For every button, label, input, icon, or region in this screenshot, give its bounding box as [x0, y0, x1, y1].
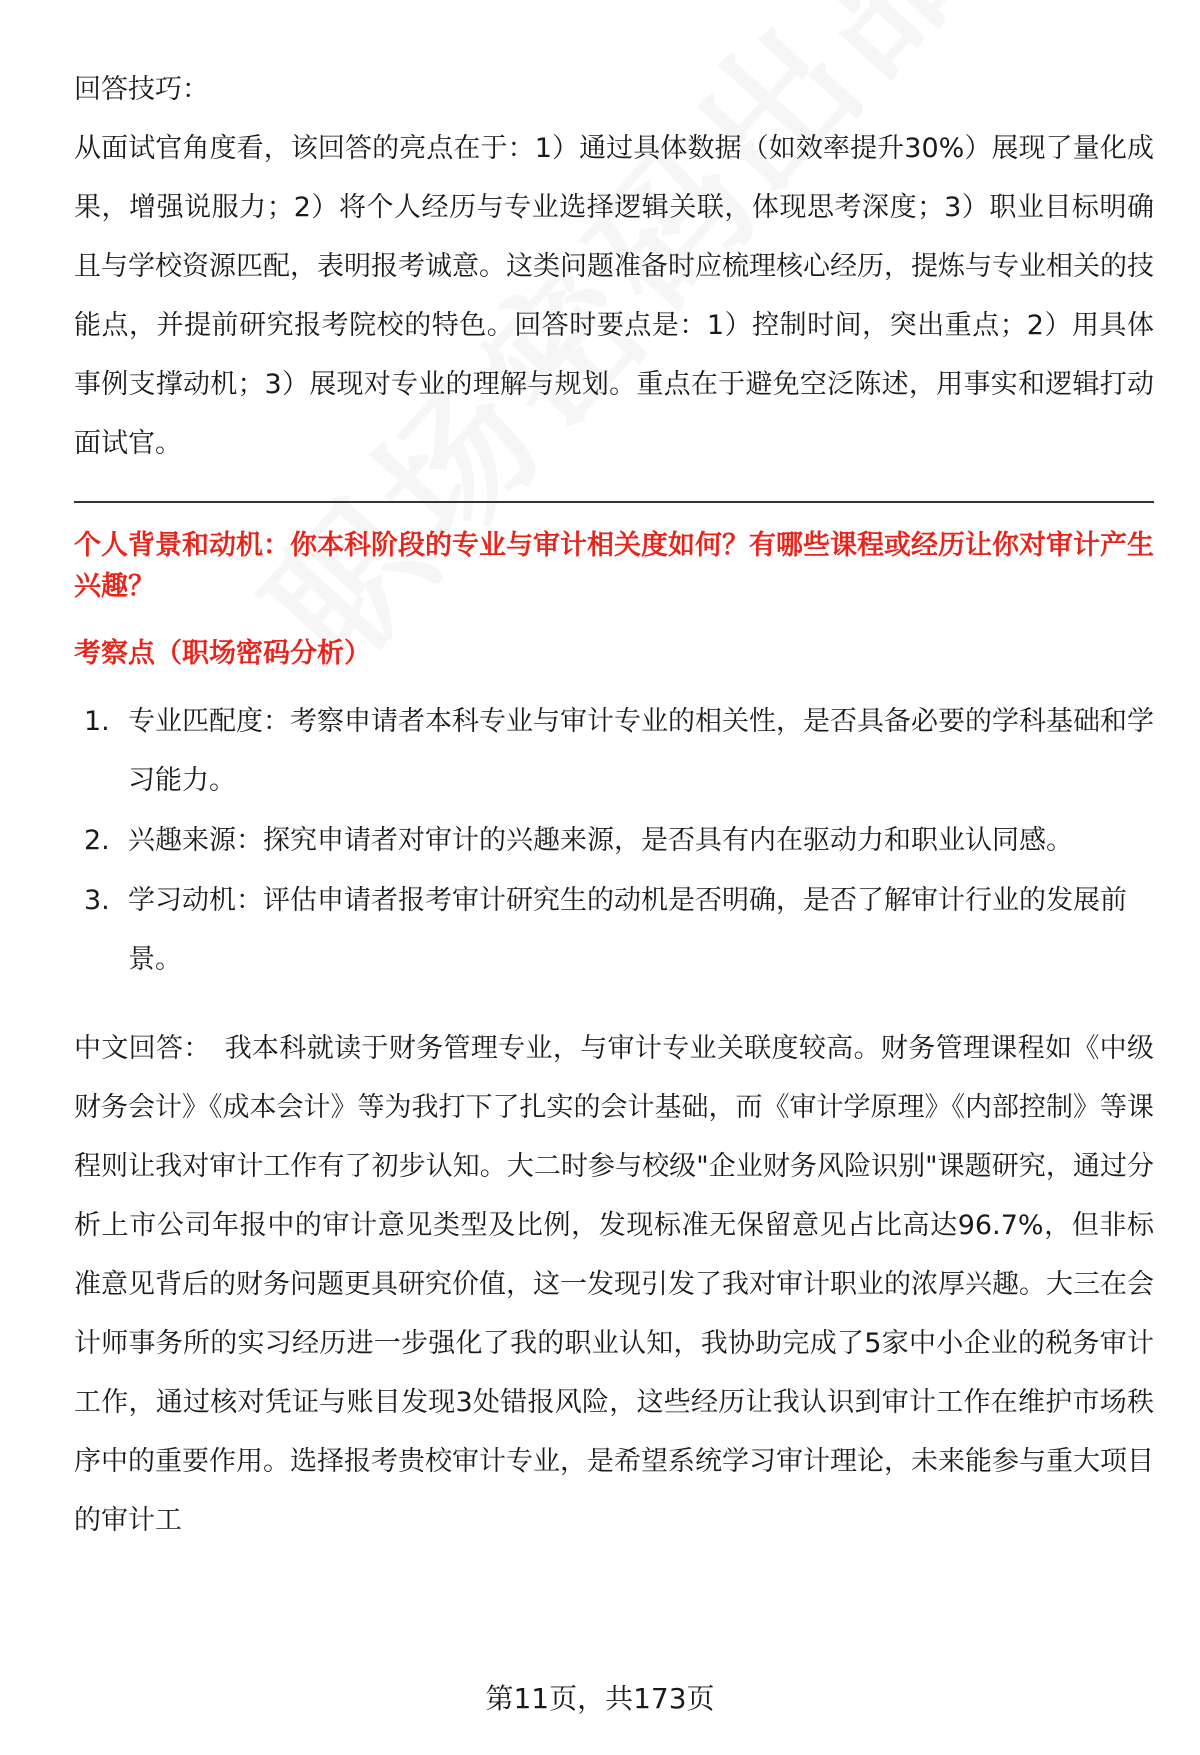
- list-item-number: 1.: [84, 706, 110, 737]
- list-item: [74, 692, 1154, 810]
- list-item: [74, 811, 1154, 870]
- focus-list: [74, 692, 1154, 989]
- tips-text: 从面试官角度看，该回答的亮点在于：1）通过具体数据（如效率提升30%）展现了量化成果，增强说服力；2）将个人经历与专业选择逻辑关联，体现思考深度；3）职业目标明确且与学校资源匹配，表明报考诚意。这类问题准备时应梳理核心经历，提炼与专业相关的技能点，并提前研究报考院校的特色。回答时要点是：1）控制时间，突出重点；2）用具体事例支撑动机；3）展现对专业的理解与规划。重点在于避免空泛陈述，用事实和逻辑打动面试官。: [74, 133, 1154, 459]
- page-number-footer: 第11页，共173页: [485, 1682, 715, 1715]
- page-content: [74, 60, 1154, 1550]
- question-heading: 个人背景和动机：你本科阶段的专业与审计相关度如何？有哪些课程或经历让你对审计产生兴趣？: [74, 530, 1154, 602]
- list-item: [74, 871, 1154, 989]
- answer-paragraph: [74, 1019, 1154, 1550]
- list-item-number: 2.: [84, 825, 110, 856]
- answer-label: 中文回答：: [74, 1033, 211, 1064]
- section-divider: [74, 501, 1154, 503]
- focus-heading: 考察点（职场密码分析）: [74, 638, 371, 669]
- answer-text: 我本科就读于财务管理专业，与审计专业关联度较高。财务管理课程如《中级财务会计》《成本会计》等为我打下了扎实的会计基础，而《审计学原理》《内部控制》等课程则让我对审计工作有了初步认知。大二时参与校级"企业财务风险识别"课题研究，通过分析上市公司年报中的审计意见类型及比例，发现标准无保留意见占比高达96.7%，但非标准意见背后的财务问题更具研究价值，这一发现引发了我对审计职业的浓厚兴趣。大三在会计师事务所的实习经历进一步强化了我的职业认知，我协助完成了5家中小企业的税务审计工作，通过核对凭证与账目发现3处错报风险，这些经历让我认识到审计工作在维护市场秩序中的重要作用。选择报考贵校审计专业，是希望系统学习审计理论，未来能参与重大项目的审计工: [74, 1033, 1155, 1536]
- list-item-text: 学习动机：评估申请者报考审计研究生的动机是否明确，是否了解审计行业的发展前景。: [128, 885, 1127, 975]
- list-item-number: 3.: [84, 885, 110, 916]
- list-item-text: 兴趣来源：探究申请者对审计的兴趣来源，是否具有内在驱动力和职业认同感。: [128, 825, 1073, 856]
- list-item-text: 专业匹配度：考察申请者本科专业与审计专业的相关性，是否具备必要的学科基础和学习能力。: [128, 706, 1154, 796]
- tips-label: 回答技巧：: [74, 74, 209, 105]
